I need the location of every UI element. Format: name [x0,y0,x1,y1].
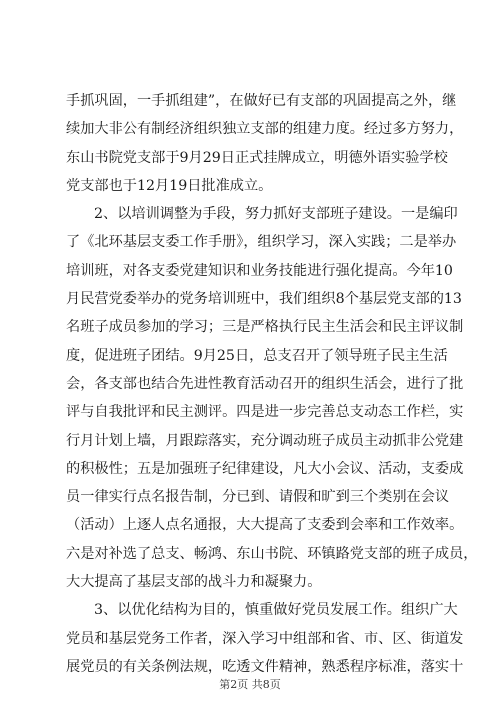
text-line: 党支部也于12月19日批准成立。 [66,177,273,194]
text-line: 月民营党委举办的党务培训班中，我们组织8个基层党支部的13 [66,291,462,308]
paragraph-start-line: 2、以培训调整为手段，努力抓好支部班子建设。一是编印 [94,206,458,223]
text-line: 培训班，对各支委党建知识和业务技能进行强化提高。今年10 [66,262,453,279]
paragraph-start-line: 3、以优化结构为目的，慎重做好党员发展工作。组织广大 [94,602,458,619]
text-line: 了《北环基层支委工作手册》，组织学习，深入实践；二是举办 [66,234,457,251]
text-line: 党员和基层党务工作者，深入学习中组部和省、市、区、街道发 [66,630,464,647]
page-number-footer: 第2页 共8页 [219,678,281,691]
text-line: 名班子成员参加的学习；三是严格执行民主生活会和民主评议制 [66,319,464,336]
text-line: （活动）上逐人点名通报，大大提高了支委到会率和工作效率。 [66,517,464,534]
text-line: 度，促进班子团结。9月25日，总支召开了领导班子民主生活 [66,347,448,364]
text-line: 评与自我批评和民主测评。四是进一步完善总支动态工作栏，实 [66,404,464,421]
text-line: 六是对补选了总支、畅鸿、东山书院、环镇路党支部的班子成员， [66,545,478,562]
document-body [66,87,478,681]
text-line: 手抓巩固，一手抓组建”，在做好已有支部的巩固提高之外，继 [66,93,457,109]
text-line: 展党员的有关条例法规，吃透文件精神，熟悉程序标准，落实十 [66,658,464,675]
text-line: 续加大非公有制经济组织独立支部的组建力度。经过多方努力， [66,121,464,138]
text-line: 员一律实行点名报告制，分已到、请假和旷到三个类别在会议 [66,489,450,506]
text-line: 行月计划上墙，月跟踪落实，充分调动班子成员主动抓非公党建 [66,432,464,449]
text-line: 东山书院党支部于9月29日正式挂牌成立，明德外语实验学校 [66,149,448,166]
text-line: 的积极性；五是加强班子纪律建设，凡大小会议、活动，支委成 [66,460,464,477]
text-line: 大大提高了基层支部的战斗力和凝聚力。 [66,574,322,591]
text-line: 会，各支部也结合先进性教育活动召开的组织生活会，进行了批 [66,375,464,392]
